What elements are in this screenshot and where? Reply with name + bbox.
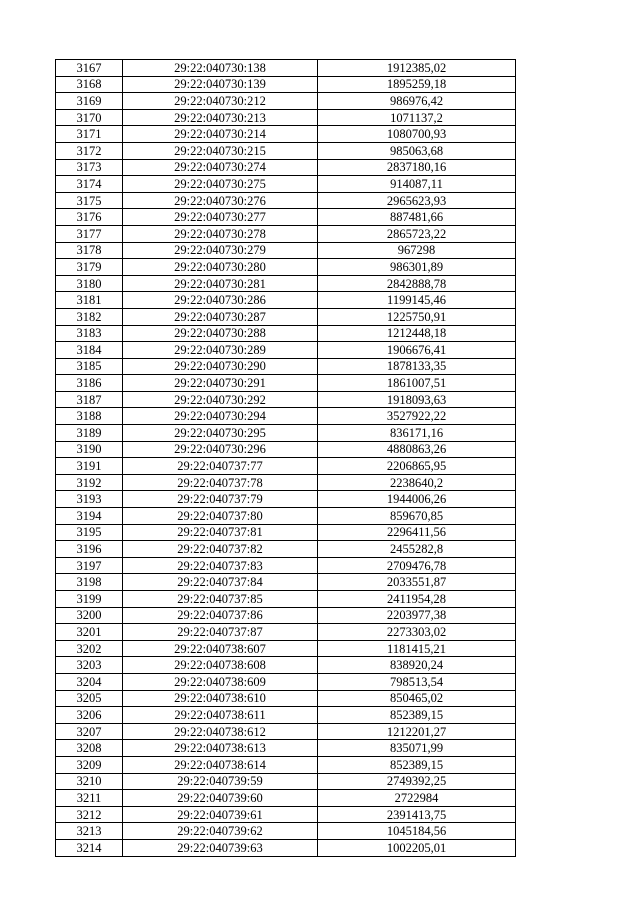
value-cell: 2203977,38 (318, 607, 516, 624)
row-number-cell: 3186 (56, 375, 123, 392)
value-cell: 2391413,75 (318, 806, 516, 823)
cadastral-number-cell: 29:22:040730:295 (123, 425, 318, 442)
value-cell: 2033551,87 (318, 574, 516, 591)
value-cell: 1080700,93 (318, 126, 516, 143)
value-cell: 852389,15 (318, 756, 516, 773)
row-number-cell: 3169 (56, 93, 123, 110)
row-number-cell: 3211 (56, 790, 123, 807)
table-row (56, 93, 516, 110)
cadastral-number-cell: 29:22:040730:274 (123, 159, 318, 176)
value-cell: 859670,85 (318, 508, 516, 525)
table-row (56, 209, 516, 226)
cadastral-number-cell: 29:22:040730:280 (123, 259, 318, 276)
table-row (56, 391, 516, 408)
row-number-cell: 3195 (56, 524, 123, 541)
cadastral-number-cell: 29:22:040739:62 (123, 823, 318, 840)
table-row (56, 541, 516, 558)
value-cell: 2411954,28 (318, 591, 516, 608)
cadastral-number-cell: 29:22:040738:613 (123, 740, 318, 757)
value-cell: 2238640,2 (318, 474, 516, 491)
value-cell: 1212448,18 (318, 325, 516, 342)
table-row (56, 259, 516, 276)
table-row (56, 76, 516, 93)
row-number-cell: 3200 (56, 607, 123, 624)
row-number-cell: 3201 (56, 624, 123, 641)
row-number-cell: 3192 (56, 474, 123, 491)
row-number-cell: 3197 (56, 557, 123, 574)
table-body (56, 60, 516, 857)
value-cell: 1071137,2 (318, 109, 516, 126)
table-row (56, 524, 516, 541)
row-number-cell: 3205 (56, 690, 123, 707)
value-cell: 2722984 (318, 790, 516, 807)
table-row (56, 574, 516, 591)
value-cell: 1199145,46 (318, 292, 516, 309)
row-number-cell: 3214 (56, 839, 123, 856)
table-row (56, 275, 516, 292)
row-number-cell: 3189 (56, 425, 123, 442)
value-cell: 2273303,02 (318, 624, 516, 641)
cadastral-number-cell: 29:22:040737:80 (123, 508, 318, 525)
row-number-cell: 3212 (56, 806, 123, 823)
cadastral-number-cell: 29:22:040730:139 (123, 76, 318, 93)
table-row (56, 109, 516, 126)
table-row (56, 159, 516, 176)
cadastral-number-cell: 29:22:040730:292 (123, 391, 318, 408)
value-cell: 838920,24 (318, 657, 516, 674)
cadastral-number-cell: 29:22:040730:279 (123, 242, 318, 259)
row-number-cell: 3202 (56, 640, 123, 657)
cadastral-number-cell: 29:22:040730:286 (123, 292, 318, 309)
row-number-cell: 3190 (56, 441, 123, 458)
row-number-cell: 3194 (56, 508, 123, 525)
row-number-cell: 3204 (56, 673, 123, 690)
table-row (56, 790, 516, 807)
value-cell: 798513,54 (318, 673, 516, 690)
row-number-cell: 3178 (56, 242, 123, 259)
cadastral-number-cell: 29:22:040738:609 (123, 673, 318, 690)
table-row (56, 491, 516, 508)
cadastral-number-cell: 29:22:040738:610 (123, 690, 318, 707)
cadastral-number-cell: 29:22:040730:281 (123, 275, 318, 292)
table-row (56, 806, 516, 823)
row-number-cell: 3181 (56, 292, 123, 309)
value-cell: 2455282,8 (318, 541, 516, 558)
value-cell: 967298 (318, 242, 516, 259)
cadastral-number-cell: 29:22:040730:290 (123, 358, 318, 375)
row-number-cell: 3183 (56, 325, 123, 342)
value-cell: 985063,68 (318, 142, 516, 159)
value-cell: 3527922,22 (318, 408, 516, 425)
cadastral-number-cell: 29:22:040730:276 (123, 192, 318, 209)
cadastral-number-cell: 29:22:040737:79 (123, 491, 318, 508)
row-number-cell: 3209 (56, 756, 123, 773)
row-number-cell: 3180 (56, 275, 123, 292)
table-row (56, 242, 516, 259)
cadastral-number-cell: 29:22:040739:63 (123, 839, 318, 856)
row-number-cell: 3188 (56, 408, 123, 425)
value-cell: 2206865,95 (318, 458, 516, 475)
table-row (56, 408, 516, 425)
table-row (56, 60, 516, 77)
table-row (56, 756, 516, 773)
value-cell: 836171,16 (318, 425, 516, 442)
cadastral-number-cell: 29:22:040739:61 (123, 806, 318, 823)
value-cell: 2709476,78 (318, 557, 516, 574)
row-number-cell: 3167 (56, 60, 123, 77)
value-cell: 1918093,63 (318, 391, 516, 408)
cadastral-number-cell: 29:22:040737:84 (123, 574, 318, 591)
cadastral-number-cell: 29:22:040730:138 (123, 60, 318, 77)
cadastral-number-cell: 29:22:040730:287 (123, 308, 318, 325)
table-row (56, 690, 516, 707)
value-cell: 852389,15 (318, 707, 516, 724)
cadastral-number-cell: 29:22:040737:83 (123, 557, 318, 574)
table-row (56, 673, 516, 690)
row-number-cell: 3170 (56, 109, 123, 126)
table-row (56, 176, 516, 193)
table-row (56, 557, 516, 574)
value-cell: 835071,99 (318, 740, 516, 757)
value-cell: 1045184,56 (318, 823, 516, 840)
row-number-cell: 3168 (56, 76, 123, 93)
table-row (56, 607, 516, 624)
table-row (56, 126, 516, 143)
table-row (56, 839, 516, 856)
row-number-cell: 3208 (56, 740, 123, 757)
cadastral-number-cell: 29:22:040737:86 (123, 607, 318, 624)
cadastral-number-cell: 29:22:040737:85 (123, 591, 318, 608)
cadastral-number-cell: 29:22:040737:87 (123, 624, 318, 641)
cadastral-number-cell: 29:22:040730:296 (123, 441, 318, 458)
value-cell: 2965623,93 (318, 192, 516, 209)
value-cell: 1181415,21 (318, 640, 516, 657)
row-number-cell: 3182 (56, 308, 123, 325)
table-row (56, 657, 516, 674)
table-row (56, 823, 516, 840)
table-row (56, 723, 516, 740)
table-row (56, 441, 516, 458)
row-number-cell: 3175 (56, 192, 123, 209)
value-cell: 1212201,27 (318, 723, 516, 740)
value-cell: 986976,42 (318, 93, 516, 110)
table-row (56, 325, 516, 342)
cadastral-number-cell: 29:22:040730:288 (123, 325, 318, 342)
row-number-cell: 3199 (56, 591, 123, 608)
table-row (56, 773, 516, 790)
cadastral-number-cell: 29:22:040738:607 (123, 640, 318, 657)
cadastral-number-cell: 29:22:040737:81 (123, 524, 318, 541)
table-row (56, 342, 516, 359)
cadastral-number-cell: 29:22:040730:291 (123, 375, 318, 392)
cadastral-number-cell: 29:22:040730:214 (123, 126, 318, 143)
table-row (56, 425, 516, 442)
cadastral-number-cell: 29:22:040737:82 (123, 541, 318, 558)
table-row (56, 474, 516, 491)
table-row (56, 624, 516, 641)
table-row (56, 458, 516, 475)
value-cell: 986301,89 (318, 259, 516, 276)
table-row (56, 375, 516, 392)
row-number-cell: 3171 (56, 126, 123, 143)
value-cell: 887481,66 (318, 209, 516, 226)
row-number-cell: 3203 (56, 657, 123, 674)
row-number-cell: 3210 (56, 773, 123, 790)
value-cell: 1861007,51 (318, 375, 516, 392)
cadastral-number-cell: 29:22:040730:212 (123, 93, 318, 110)
row-number-cell: 3172 (56, 142, 123, 159)
cadastral-number-cell: 29:22:040738:612 (123, 723, 318, 740)
value-cell: 1878133,35 (318, 358, 516, 375)
row-number-cell: 3193 (56, 491, 123, 508)
value-cell: 1225750,91 (318, 308, 516, 325)
value-cell: 914087,11 (318, 176, 516, 193)
value-cell: 1944006,26 (318, 491, 516, 508)
value-cell: 2837180,16 (318, 159, 516, 176)
row-number-cell: 3176 (56, 209, 123, 226)
row-number-cell: 3187 (56, 391, 123, 408)
value-cell: 1906676,41 (318, 342, 516, 359)
value-cell: 2749392,25 (318, 773, 516, 790)
table-row (56, 308, 516, 325)
value-cell: 850465,02 (318, 690, 516, 707)
row-number-cell: 3196 (56, 541, 123, 558)
row-number-cell: 3198 (56, 574, 123, 591)
cadastral-number-cell: 29:22:040730:294 (123, 408, 318, 425)
value-cell: 1895259,18 (318, 76, 516, 93)
row-number-cell: 3191 (56, 458, 123, 475)
table-row (56, 142, 516, 159)
row-number-cell: 3177 (56, 225, 123, 242)
table-row (56, 591, 516, 608)
cadastral-number-cell: 29:22:040738:614 (123, 756, 318, 773)
cadastral-number-cell: 29:22:040739:60 (123, 790, 318, 807)
cadastral-number-cell: 29:22:040730:213 (123, 109, 318, 126)
value-cell: 1002205,01 (318, 839, 516, 856)
table-row (56, 192, 516, 209)
data-table (55, 59, 516, 857)
table-row (56, 292, 516, 309)
table-row (56, 707, 516, 724)
row-number-cell: 3179 (56, 259, 123, 276)
row-number-cell: 3207 (56, 723, 123, 740)
value-cell: 1912385,02 (318, 60, 516, 77)
row-number-cell: 3184 (56, 342, 123, 359)
cadastral-number-cell: 29:22:040730:278 (123, 225, 318, 242)
value-cell: 4880863,26 (318, 441, 516, 458)
row-number-cell: 3206 (56, 707, 123, 724)
value-cell: 2842888,78 (318, 275, 516, 292)
cadastral-number-cell: 29:22:040730:289 (123, 342, 318, 359)
table-row (56, 225, 516, 242)
cadastral-number-cell: 29:22:040738:608 (123, 657, 318, 674)
cadastral-number-cell: 29:22:040738:611 (123, 707, 318, 724)
cadastral-number-cell: 29:22:040737:77 (123, 458, 318, 475)
table-row (56, 740, 516, 757)
row-number-cell: 3185 (56, 358, 123, 375)
row-number-cell: 3174 (56, 176, 123, 193)
row-number-cell: 3173 (56, 159, 123, 176)
value-cell: 2296411,56 (318, 524, 516, 541)
cadastral-number-cell: 29:22:040730:277 (123, 209, 318, 226)
cadastral-number-cell: 29:22:040739:59 (123, 773, 318, 790)
cadastral-number-cell: 29:22:040730:215 (123, 142, 318, 159)
value-cell: 2865723,22 (318, 225, 516, 242)
cadastral-number-cell: 29:22:040730:275 (123, 176, 318, 193)
row-number-cell: 3213 (56, 823, 123, 840)
table-row (56, 640, 516, 657)
table-row (56, 508, 516, 525)
table-row (56, 358, 516, 375)
cadastral-number-cell: 29:22:040737:78 (123, 474, 318, 491)
